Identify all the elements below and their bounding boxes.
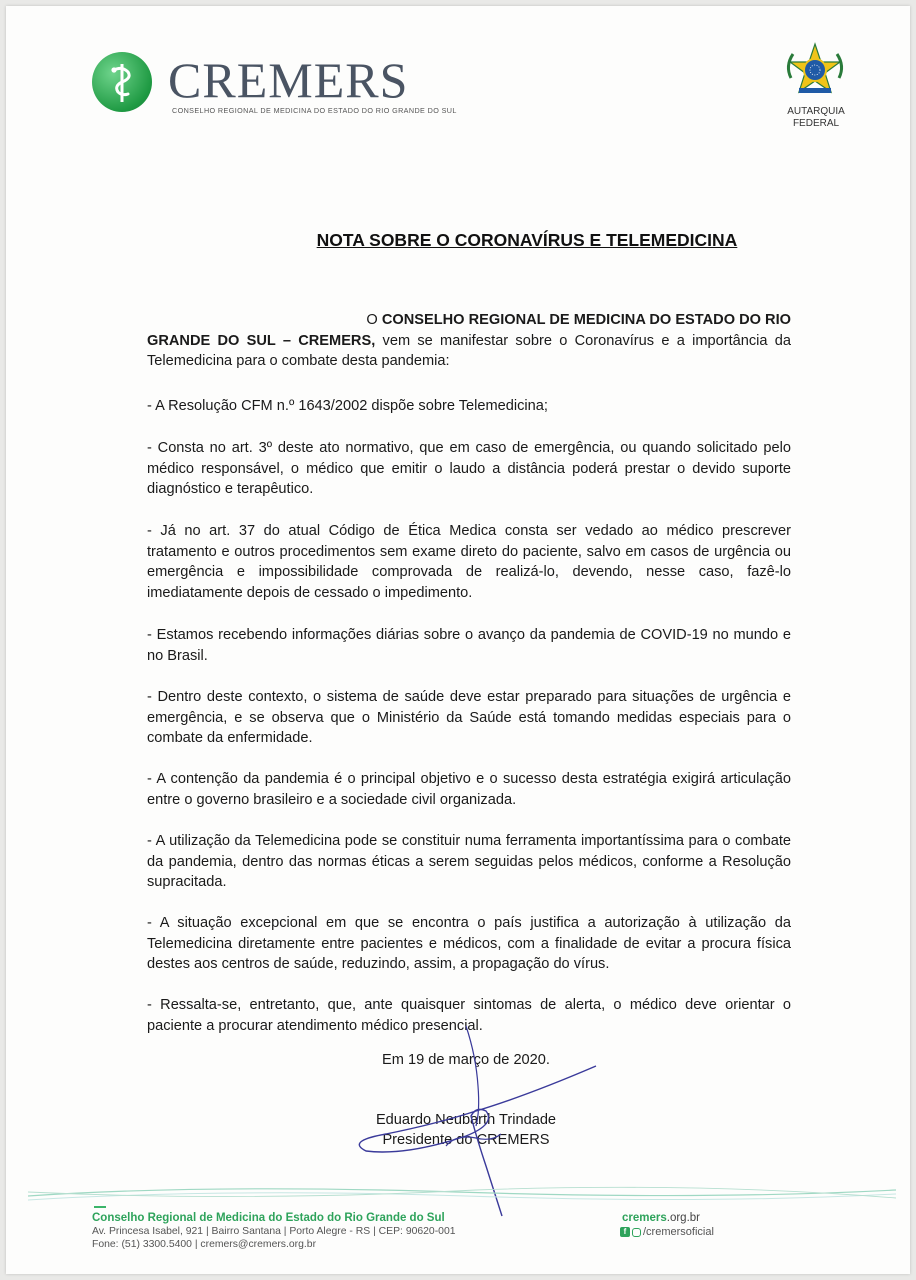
logo-name: CREMERS [168, 52, 409, 108]
paragraph-5: - Dentro deste contexto, o sistema de saúde deve estar preparado para situações de urgência e emergência, e se observa que o Ministério da Saúde está tomando medidas especiais para o combate da enfermidade. [147, 689, 791, 747]
paragraph-9: - Ressalta-se, entretanto, que, ante quaisquer sintomas de alerta, o médico deve orientar o paciente a procurar atendimento médico presencial. [147, 997, 791, 1034]
facebook-icon: f [620, 1227, 630, 1237]
caduceus-icon [92, 52, 152, 112]
cremers-logo [92, 52, 457, 118]
paragraph-2: - Consta no art. 3º deste ato normativo, que em caso de emergência, ou quando solicitado pelo médico responsável, o médico que emitir o laudo a distância poderá prestar o devido suporte diagnóstico e terapêutico. [147, 440, 791, 498]
paragraph-6: - A contenção da pandemia é o principal objetivo e o sucesso desta estratégia exigirá articulação entre o governo brasileiro e a sociedade civil organizada. [147, 771, 791, 808]
paragraph-7: - A utilização da Telemedicina pode se constituir numa ferramenta importantíssima para o combate da pandemia, dentro das normas éticas a serem seguidas pelos médicos, conforme a Resolução supracitada. [147, 833, 791, 891]
paragraph-3: - Já no art. 37 do atual Código de Ética Medica consta ser vedado ao médico prescrever tratamento e outros procedimentos sem exame direto do paciente, salvo em casos de urgência ou emergência e impossibilidade comprovada de realizá-lo, devendo, nesse caso, fazê-lo imediatamente depois de cessado o impedimento. [147, 523, 791, 601]
footer-org-name: Conselho Regional de Medicina do Estado do Rio Grande do Sul [92, 1212, 445, 1224]
footer-contact: Fone: (51) 3300.5400 | cremers@cremers.org.br [92, 1239, 317, 1250]
website-bold: cremers [622, 1212, 667, 1224]
website-rest: .org.br [666, 1212, 701, 1224]
paragraph-1: - A Resolução CFM n.º 1643/2002 dispõe sobre Telemedicina; [147, 398, 548, 414]
footer-wave-decoration [6, 1176, 910, 1216]
intro-rest: vem se manifestar sobre o Coronavírus e a importância da Telemedicina para o combate desta pandemia: [147, 332, 792, 370]
intro-bold1: CONSELHO REGIONAL DE MEDICINA DO ESTADO DO RIO [381, 312, 791, 328]
intro-paragraph [147, 310, 791, 372]
seal-line2: FEDERAL [792, 118, 840, 129]
brazil-coat-of-arms-icon [780, 42, 850, 102]
paragraph-4: - Estamos recebendo informações diárias sobre o avanço da pandemia de COVID-19 no mundo e no Brasil. [147, 627, 791, 664]
intro-lead: O [366, 312, 382, 328]
signer-role: Presidente do CREMERS [382, 1132, 550, 1148]
footer-accent-bar [94, 1206, 106, 1208]
document-page [6, 6, 910, 1274]
logo-subtitle: CONSELHO REGIONAL DE MEDICINA DO ESTADO DO RIO GRANDE DO SUL [172, 106, 457, 115]
intro-bold2: GRANDE DO SUL – CREMERS, [147, 332, 376, 349]
footer-social[interactable] [620, 1226, 714, 1238]
autarquia-label [766, 106, 866, 130]
paragraph-8: - A situação excepcional em que se encontra o país justifica a autorização à utilização da Telemedicina diretamente entre pacientes e médicos, com a finalidade de evitar a procura física destes aos centros de saúde, reduzindo, assim, a propagação do vírus. [147, 915, 791, 973]
date-line: Em 19 de março de 2020. [382, 1052, 550, 1068]
footer-address: Av. Princesa Isabel, 921 | Bairro Santana | Porto Alegre - RS | CEP: 90620-001 [92, 1226, 456, 1237]
footer-website[interactable] [622, 1212, 700, 1224]
instagram-icon [632, 1228, 641, 1237]
page-title: NOTA SOBRE O CORONAVÍRUS E TELEMEDICINA [316, 230, 738, 250]
seal-line1: AUTARQUIA [787, 106, 845, 117]
social-handle: /cremersoficial [643, 1226, 714, 1238]
signer-name: Eduardo Neubarth Trindade [375, 1112, 557, 1128]
